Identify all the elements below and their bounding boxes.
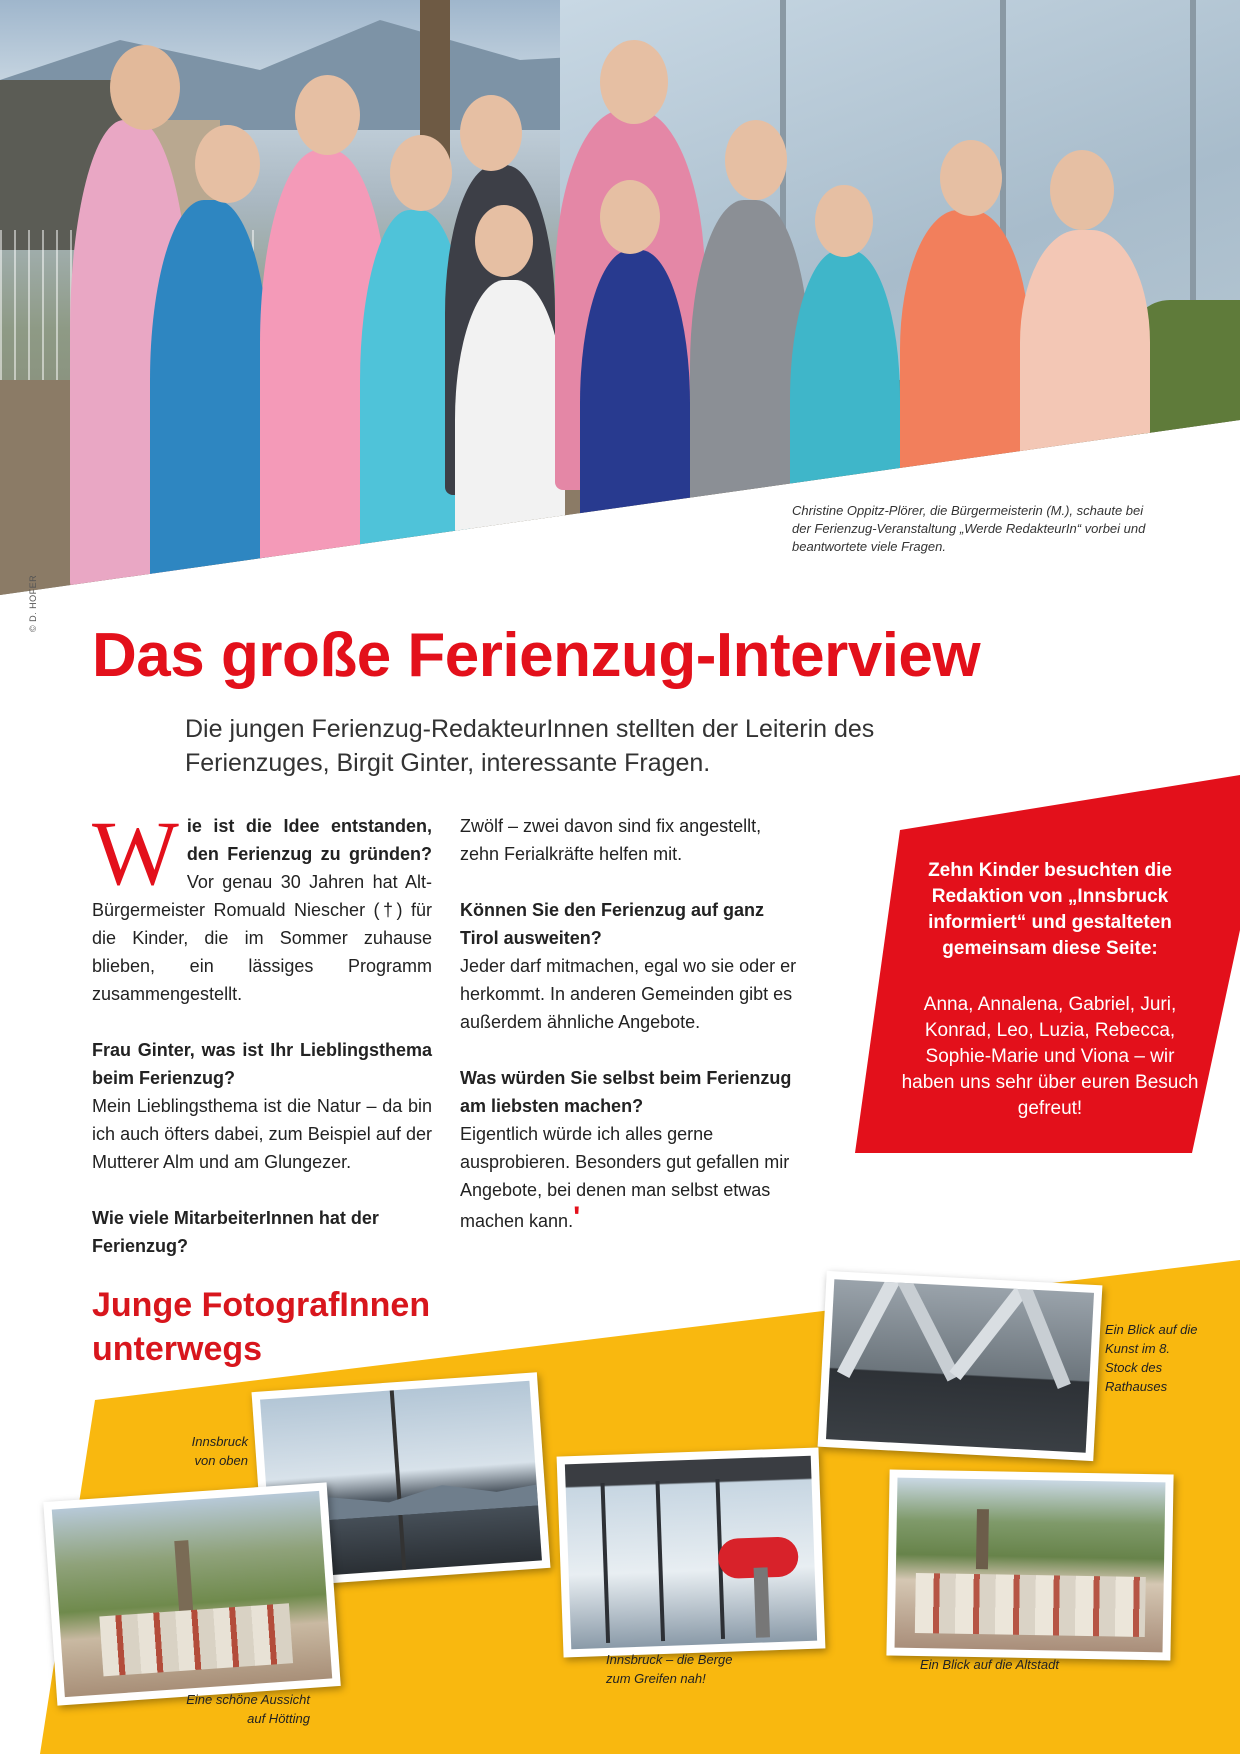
info-box	[900, 858, 1200, 1122]
caption-kunst: Ein Blick auf die Kunst im 8. Stock des Rathauses	[1105, 1322, 1198, 1394]
info-box-heading: Zehn Kinder besuchten die Redaktion von „Innsbruck informiert“ und gestalteten gemeinsam diese Seite:	[928, 860, 1172, 959]
article-column-2	[460, 812, 800, 1263]
photo-altstadt	[886, 1470, 1173, 1661]
hero-caption: Christine Oppitz-Plörer, die Bürgermeisterin (M.), schaute bei der Ferienzug-Veranstaltung „Werde RedakteurIn“ vorbei und beantwortete viele Fragen.	[792, 503, 1146, 554]
photo-credit: © D. HOFER	[28, 574, 38, 632]
page-title: Das große Ferienzug-Interview	[92, 621, 981, 690]
question-2: Frau Ginter, was ist Ihr Lieblingsthema beim Ferienzug?	[92, 1040, 432, 1088]
caption-berge: Innsbruck – die Berge zum Greifen nah!	[606, 1652, 733, 1686]
answer-1: Vor genau 30 Jahren hat Alt-Bürgermeister Romuald Niescher (†) für die Kinder, die im Sommer zuhause blieben, ein lässiges Programm zusammengestellt.	[92, 872, 432, 1004]
caption-hoetting: Eine schöne Aussicht auf Hötting	[186, 1692, 310, 1726]
answer-2: Mein Lieblingsthema ist die Natur – da bin ich auch öfters dabei, zum Beispiel auf der Mutterer Alm und am Glungezer.	[92, 1096, 432, 1172]
question-5: Was würden Sie selbst beim Ferienzug am liebsten machen?	[460, 1068, 792, 1116]
answer-5: Eigentlich würde ich alles gerne ausprobieren. Besonders gut gefallen mir Angebote, bei denen man selbst etwas machen kann.	[460, 1124, 790, 1231]
answer-4: Jeder darf mitmachen, egal wo sie oder er herkommt. In anderen Gemeinden gibt es außerdem ähnliche Angebote.	[460, 956, 797, 1032]
answer-3: Zwölf – zwei davon sind fix angestellt, zehn Ferialkräfte helfen mit.	[460, 816, 762, 864]
caption-altstadt: Ein Blick auf die Altstadt	[920, 1657, 1059, 1672]
lead-text: Die jungen Ferienzug-RedakteurInnen stellten der Leiterin des Ferienzuges, Birgit Ginter, interessante Fragen.	[185, 715, 875, 777]
qa-3-answer	[460, 812, 800, 868]
end-mark: '	[573, 1201, 581, 1234]
qa-2	[92, 1036, 432, 1176]
photo-berge	[557, 1447, 826, 1657]
info-box-names: Anna, Annalena, Gabriel, Juri, Konrad, Leo, Luzia, Rebecca, Sophie-Marie und Viona – wir haben uns sehr über euren Besuch gefreut!	[901, 994, 1199, 1119]
article-column-1	[92, 802, 432, 1288]
question-4: Können Sie den Ferienzug auf ganz Tirol ausweiten?	[460, 900, 765, 948]
section-title: Junge FotografInnen unterwegs	[92, 1286, 431, 1368]
qa-3	[92, 1204, 432, 1260]
question-1: ie ist die Idee entstanden, den Ferienzug zu gründen?	[186, 816, 432, 864]
photo-hoetting	[43, 1482, 341, 1705]
caption-innsbruck-oben: Innsbruck von oben	[191, 1434, 248, 1468]
qa-4	[460, 896, 800, 1036]
qa-5	[460, 1064, 800, 1235]
photo-kunst	[818, 1271, 1103, 1461]
qa-1	[92, 802, 432, 1008]
question-3: Wie viele MitarbeiterInnen hat der Ferienzug?	[92, 1208, 379, 1256]
drop-cap: W	[92, 802, 179, 904]
